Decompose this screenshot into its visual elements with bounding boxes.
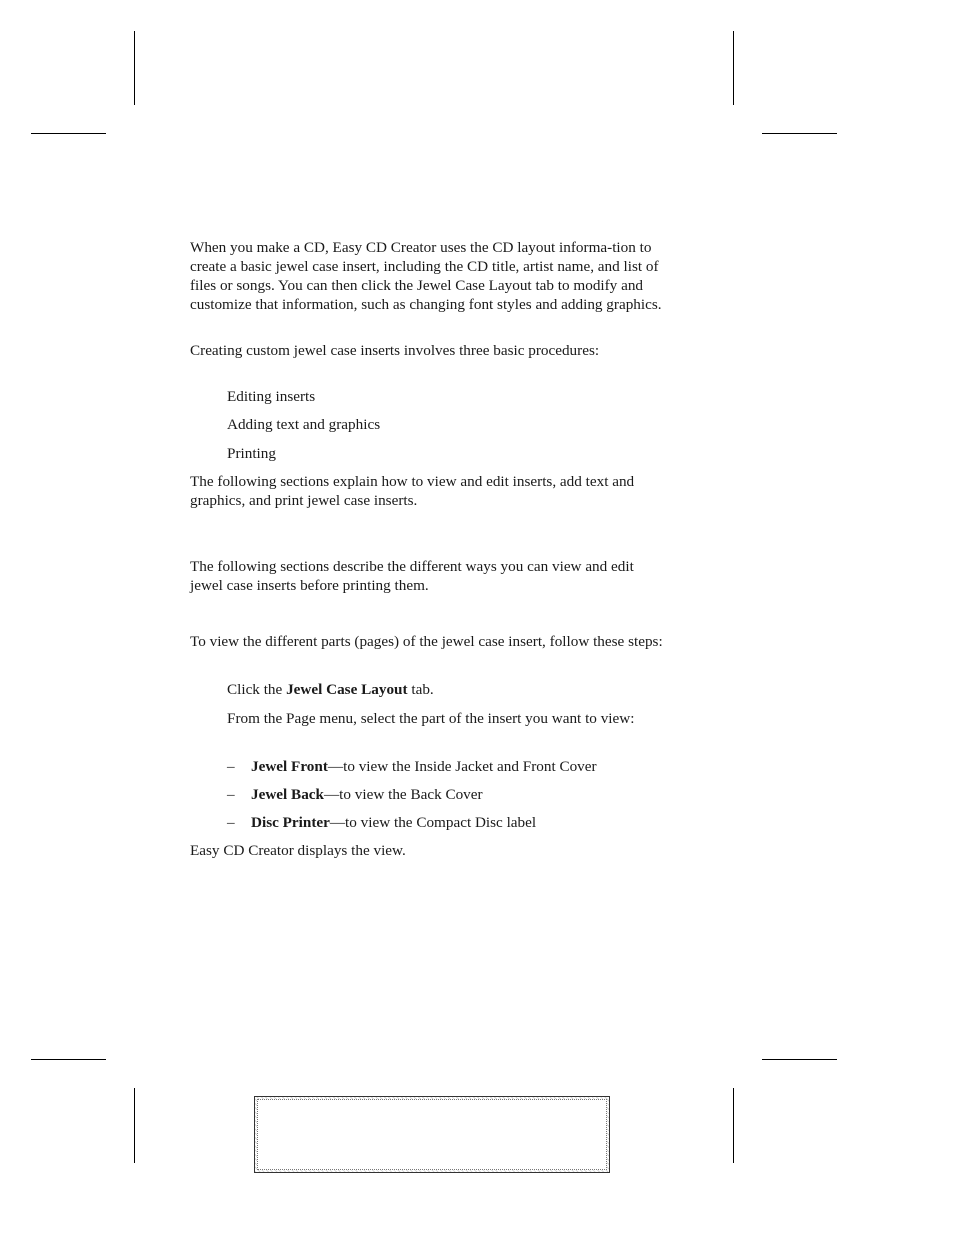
view-intro-paragraph: To view the different parts (pages) of the jewel case insert, follow these steps:	[190, 633, 663, 650]
crop-mark-top-left-vertical	[134, 31, 135, 105]
view-option-item	[227, 785, 667, 804]
view-option-desc: —to view the Back Cover	[323, 786, 483, 803]
crop-mark-top-right-vertical	[733, 31, 734, 105]
procedure-item-adding: Adding text and graphics	[227, 416, 381, 433]
footer-placeholder-box	[254, 1096, 610, 1173]
view-option-name: Disc Printer	[251, 814, 330, 831]
procedure-item-printing: Printing	[227, 445, 276, 462]
view-option-desc: —to view the Inside Jacket and Front Cover	[327, 758, 597, 775]
step-1-prefix: Click the	[227, 681, 287, 698]
step-1-bold-label: Jewel Case Layout	[286, 681, 408, 698]
step-1-suffix: tab.	[407, 681, 434, 698]
dash-bullet: –	[227, 814, 235, 831]
view-option-name: Jewel Front	[251, 758, 328, 775]
crop-mark-bottom-right-vertical	[733, 1088, 734, 1163]
view-option-desc: —to view the Compact Disc label	[329, 814, 537, 831]
crop-mark-top-left-horizontal	[31, 133, 106, 134]
procedures-intro-paragraph: Creating custom jewel case inserts involves three basic procedures:	[190, 342, 600, 359]
view-option-item	[227, 757, 667, 776]
sections-note-paragraph: The following sections explain how to view and edit inserts, add text and graphics, and print jewel case inserts.	[190, 473, 635, 509]
dash-bullet: –	[227, 758, 235, 775]
footer-placeholder-inner	[257, 1099, 607, 1170]
conclusion-paragraph: Easy CD Creator displays the view.	[190, 842, 406, 859]
view-option-name: Jewel Back	[251, 786, 324, 803]
step-1	[227, 680, 667, 699]
intro-paragraph: When you make a CD, Easy CD Creator uses the CD layout informa-tion to create a basic jewel case insert, including the CD title, artist name, and list of files or songs. You can then click the Jewel Case Layout tab to modify and customize that information, such as changing font styles and adding graphics.	[190, 239, 662, 313]
crop-mark-bottom-left-vertical	[134, 1088, 135, 1163]
edit-intro-paragraph: The following sections describe the different ways you can view and edit jewel case inserts before printing them.	[190, 558, 634, 594]
crop-mark-bottom-left-horizontal	[31, 1059, 106, 1060]
dash-bullet: –	[227, 786, 235, 803]
crop-mark-top-right-horizontal	[762, 133, 837, 134]
view-option-item	[227, 813, 667, 832]
crop-mark-bottom-right-horizontal	[762, 1059, 837, 1060]
procedure-item-editing: Editing inserts	[227, 388, 316, 405]
step-2: From the Page menu, select the part of the insert you want to view:	[227, 710, 635, 727]
